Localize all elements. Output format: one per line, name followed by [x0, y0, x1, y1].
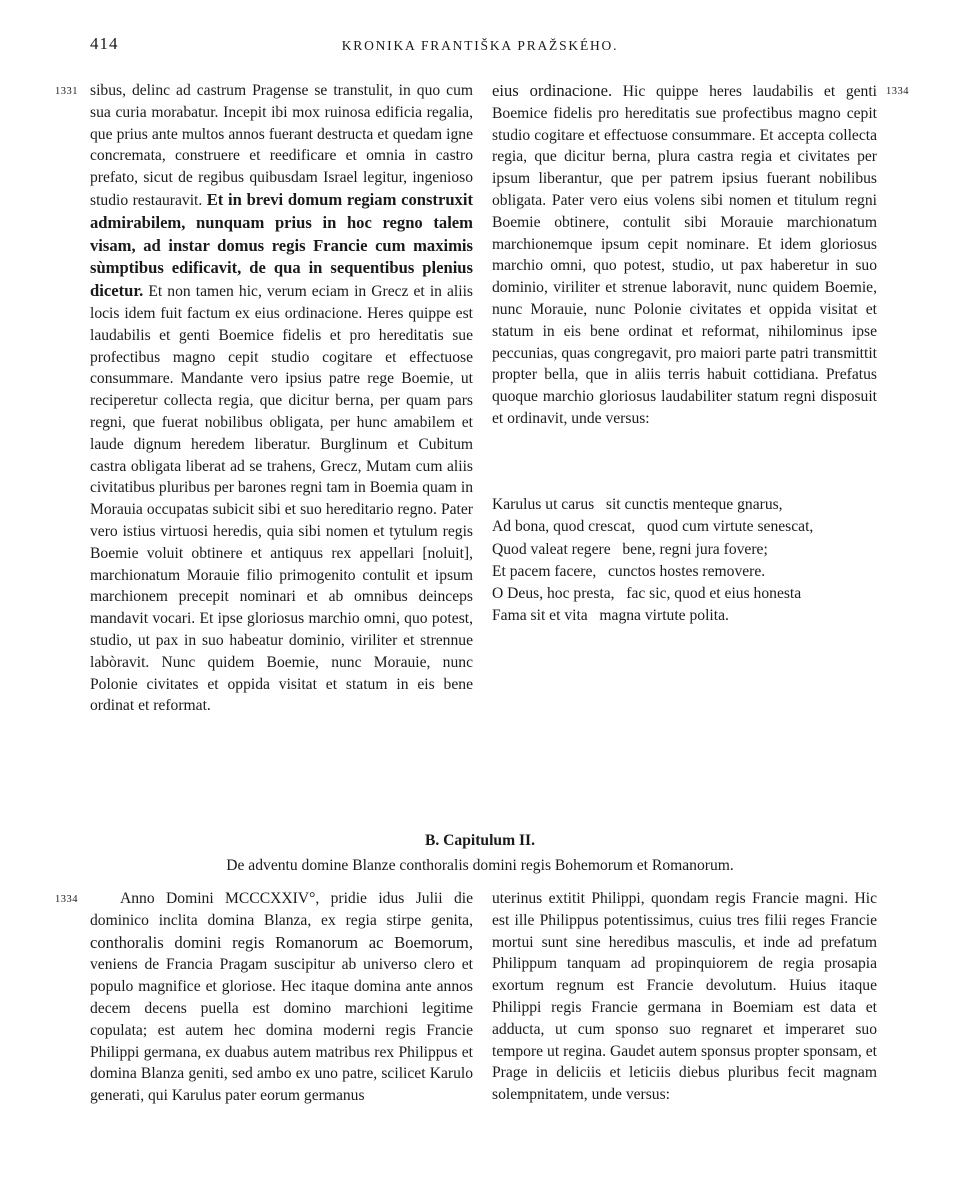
verse-line: Et pacem facere, cunctos hostes removere. [492, 562, 766, 580]
text-segment: Et non tamen hic, verum eciam in Grecz et in aliis locis idem fuit factum ex eius ordinacione. Heres quippe est laudabilis et genti Boemice fidelis et pro hereditatis sue profectibus magno cepit studio cogitare et effectuose consummare. Mandante vero ipsius patre rege Boemie, ut reciperetur collecta regia, que dicitur berna, per quam pars regni, que fuerat nobilibus obligata, per hunc amabilem et laude dignum heredem liberatur. Burglinum et Cubitum castra obligata liberat ad se trahens, Grecz, Mutam cum aliis civitatibus pluribus per barones regni tam in Boemia quam in Morauia occupatas subicit sibi et suo hereditario regno. Pater vero istius virtuosi heredis, quia sibi nomen et tytulum regis Boemie voluit obtinere et antiquus rex appellari [noluit], marchionatum Morauie filio primogenito contulit et ipsum marchionem precepit nominari et ab omnibus deinceps mandavit vocari. Et ipse gloriosus marchio omni, quo potest, studio, ut pax in suo habeatur dominio, viriliter et strennue labòravit. Nunc quidem Boemie, nunc Morauie, nunc Polonie civitates et oppida visitat et statum in eis bene ordinat et reformat. [90, 283, 473, 715]
page-header [0, 34, 960, 62]
paragraph [492, 888, 877, 1106]
verse-line: Fama sit et vita magna virtute polita. [492, 607, 729, 625]
text-segment: uterinus extitit Philippi, quondam regis Francie magni. Hic est ille Philippus potentissimus, cuius tres filii reges Francie mortui sunt sine heredibus masculis, et inde ad prefatum Philippum tanquam ad propinquiorem de regia prosapia exortum regnum est Francie devolutum. Huius itaque Philippi regis Francie germana in Boemiam est data et adducta, ut cum sponso suo regnaret et imperaret suo tempore ut regina. Gaudet autem sponsus propter sponsam, et Prage in deliciis et leticiis diebus pluribus fecit magnam solempnitatem, unde versus: [492, 890, 877, 1104]
running-title: KRONIKA FRANTIŠKA PRAŽSKÉHO. [341, 38, 619, 53]
verse-line: Karulus ut carus sit cunctis menteque gnarus, [492, 496, 783, 513]
verse-block [492, 494, 892, 628]
emphasized-text: eius ordinacione. [492, 81, 613, 100]
text-segment: sibus, delinc ad castrum Pragense se transtulit, in quo cum sua curia morabatur. Incepit ibi mox ruinosa edificia regalia, que prius ante multos annos fuerant destructa et quedam igne concremata, construere et reedificare et omnia in castro prefato, sicut de regibus quibusdam Israel legitur, ingenioso studio restauravit. [90, 82, 473, 209]
right-column-bottom [492, 888, 877, 1106]
paragraph [90, 888, 473, 1107]
margin-year-1331: 1331 [55, 86, 78, 97]
left-column-bottom [90, 888, 473, 1107]
page-number: 414 [90, 34, 119, 53]
emphasized-text: Et in brevi domum regiam construxit admirabilem, nunquam prius in hoc regno talem visam, ad instar domus regis Francie cum maximis sùmptibus edificavit, de qua in sequentibus plenius dicetur. [90, 189, 473, 301]
text-segment: Anno Domini MCCCXXIV°, pridie idus Julii die dominico inclita domina Blanza, ex regia stirpe genita, [90, 890, 473, 929]
verse-line: Ad bona, quod crescat, quod cum virtute senescat, [492, 518, 814, 536]
verse-line: Quod valeat regere bene, regni jura fovere; [492, 540, 768, 558]
paragraph [492, 80, 877, 430]
paragraph [90, 80, 473, 717]
text-segment: veniens de Francia Pragam suscipitur ab universo clero et populo magnifice et gloriose. Hec itaque domina ante annos decem decens puella est domino marchioni legitime copulata; est autem hec domina moderni regis Francie Philippi germana, ex duabus autem matribus rex Philippus et domina Blanza geniti, sed ambo ex uno patre, scilicet Karulo generati, qui Karulus pater eorum germanus [90, 956, 473, 1105]
chapter-heading: B. Capitulum II. [424, 832, 536, 849]
left-column-top [90, 80, 473, 717]
emphasized-text: conthoralis domini regis Romanorum ac Boemorum, [90, 932, 473, 952]
margin-year-1334-left: 1334 [55, 894, 78, 905]
text-segment: Hic quippe heres laudabilis et genti Boemice fidelis pro hereditatis sue profectibus magno cepit studio cogitare et effectuose consummare. Et accepta collecta regia, que dicitur berna, plura castra regia et civitates per ipsum liberantur, que per patrem ipsius fuerant nobilibus obligata. Pater vero eius volens sibi nomen et titulum regni Boemie obtinere, contulit sibi Morauie marchionatum marchionemque ipsum cepit nominare. Et idem gloriosus marchio omni, quo potest, studio, ut pax haberetur in suo dominio, viriliter et strenue laboravit, nunc quidem Boemie, nunc Morauie, nunc Polonie civitates et oppida visitat et statum in eis bene ordinat et reformat, nihilominus ipse peccunias, quas congregavit, pro maiori parte patri transmittit propter bella, que in aliis terris habuit cottidiana. Prefatus quoque marchio gloriosus laudabiliter statum regni disposuit et ordinavit, unde versus: [492, 83, 878, 427]
right-column-top [492, 80, 877, 430]
chapter-title: De adventu domine Blanze conthoralis domini regis Bohemorum et Romanorum. [226, 857, 734, 874]
margin-year-1334-right: 1334 [886, 86, 909, 97]
verse-line: O Deus, hoc presta, fac sic, quod et eius honesta [492, 585, 802, 603]
